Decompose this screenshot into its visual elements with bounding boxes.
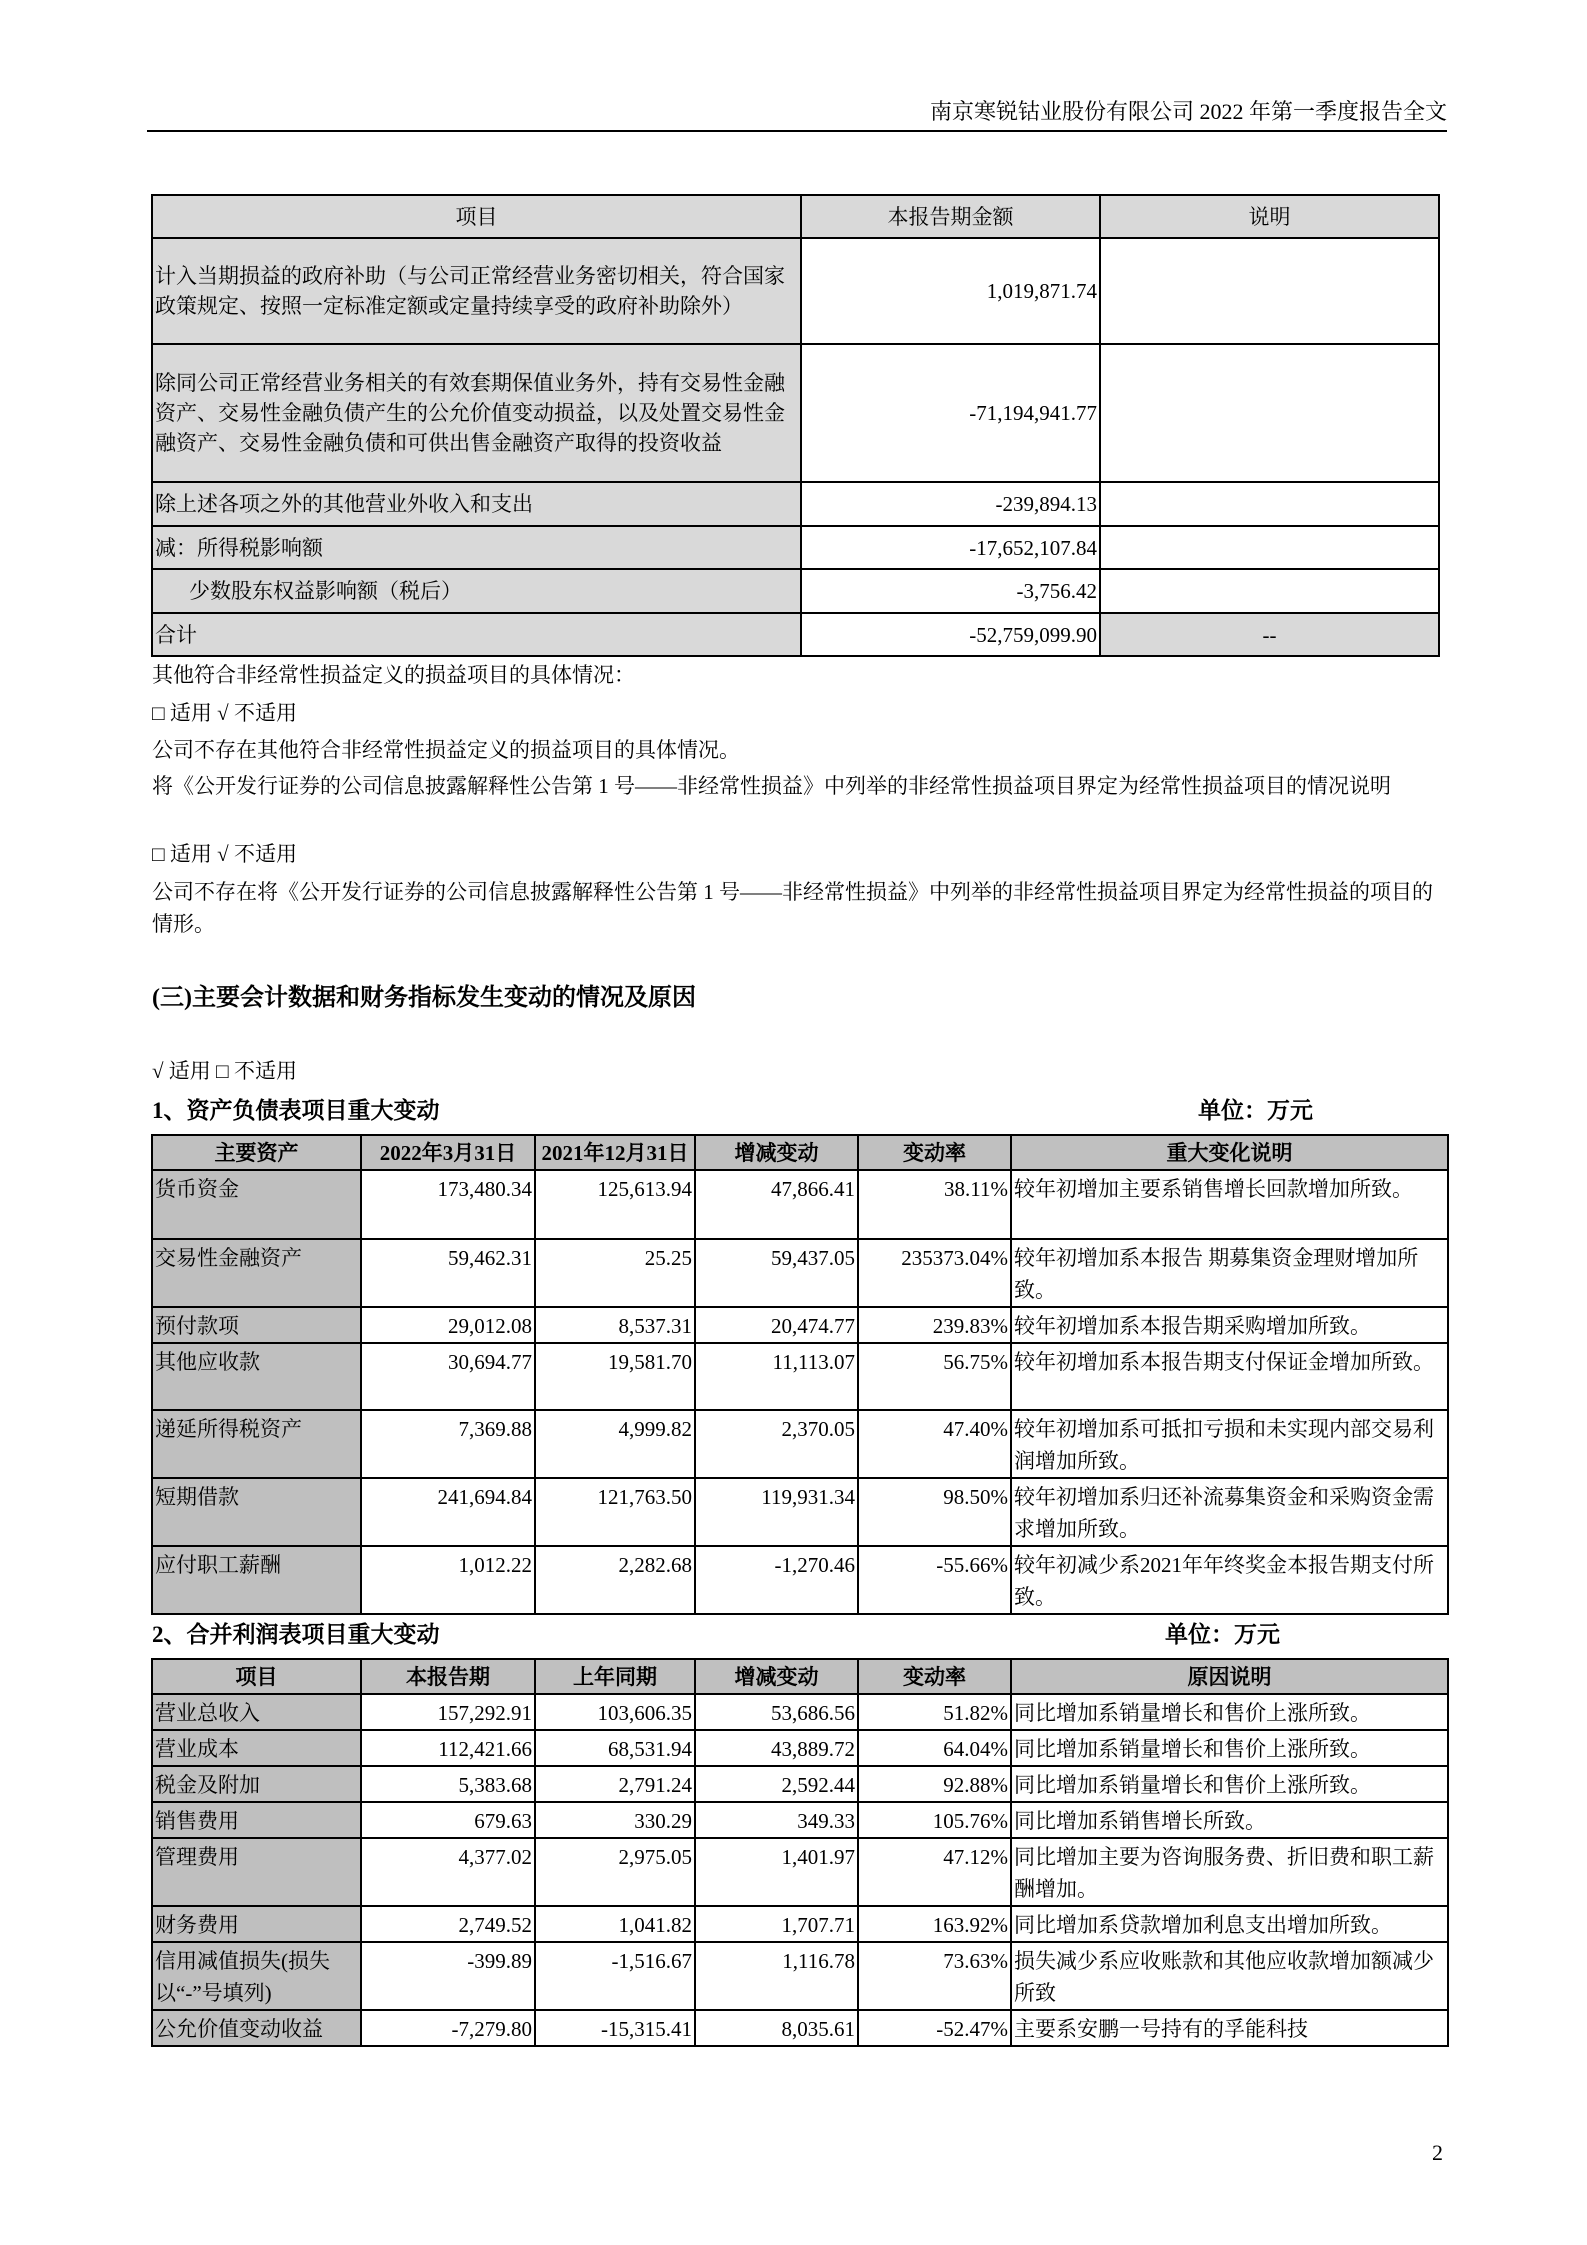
change-cell: 1,707.71 [695, 1906, 858, 1942]
paragraph: 其他符合非经常性损益定义的损益项目的具体情况： [152, 663, 635, 687]
change-cell: 47,866.41 [695, 1170, 858, 1239]
reason-cell: 同比增加系销售增长所致。 [1011, 1802, 1448, 1838]
amount-cell: -239,894.13 [801, 482, 1100, 526]
item-cell: 减：所得税影响额 [152, 526, 801, 569]
value-cell: 25.25 [535, 1239, 695, 1307]
value-cell: 1,041.82 [535, 1906, 695, 1942]
reason-cell: 同比增加系销量增长和售价上涨所致。 [1011, 1766, 1448, 1802]
rate-cell: 98.50% [858, 1478, 1011, 1546]
column-header: 2022年3月31日 [361, 1135, 535, 1170]
amount-cell: -71,194,941.77 [801, 344, 1100, 482]
amount-cell: -52,759,099.90 [801, 613, 1100, 656]
item-cell: 其他应收款 [152, 1343, 361, 1410]
reason-cell: 较年初增加主要系销售增长回款增加所致。 [1011, 1170, 1448, 1239]
value-cell: 121,763.50 [535, 1478, 695, 1546]
column-header: 增减变动 [695, 1659, 858, 1694]
value-cell: 30,694.77 [361, 1343, 535, 1410]
table-row [152, 238, 1439, 344]
change-cell: 349.33 [695, 1802, 858, 1838]
value-cell: 59,462.31 [361, 1239, 535, 1307]
value-cell: 4,999.82 [535, 1410, 695, 1478]
change-cell: 59,437.05 [695, 1239, 858, 1307]
rate-cell: 235373.04% [858, 1239, 1011, 1307]
item-cell: 公允价值变动收益 [152, 2010, 361, 2046]
item-cell: 营业总收入 [152, 1694, 361, 1730]
balance-sheet-changes-table [151, 1134, 1449, 1615]
page-number: 2 [1432, 2140, 1443, 2165]
column-header: 增减变动 [695, 1135, 858, 1170]
applicable-checkbox-line: □ 适用 √ 不适用 [152, 842, 297, 866]
reason-cell: 较年初增加系归还补流募集资金和采购资金需求增加所致。 [1011, 1478, 1448, 1546]
reason-cell: 同比增加系销量增长和售价上涨所致。 [1011, 1730, 1448, 1766]
table-row [152, 1906, 1448, 1942]
table-row [152, 1170, 1448, 1239]
amount-cell: -3,756.42 [801, 569, 1100, 613]
table-row [152, 526, 1439, 569]
rate-cell: 38.11% [858, 1170, 1011, 1239]
reason-cell: 同比增加主要为咨询服务费、折旧费和职工薪酬增加。 [1011, 1838, 1448, 1906]
value-cell: 173,480.34 [361, 1170, 535, 1239]
item-cell: 货币资金 [152, 1170, 361, 1239]
table-row [152, 1838, 1448, 1906]
item-cell: 除同公司正常经营业务相关的有效套期保值业务外，持有交易性金融资产、交易性金融负债产生的公允价值变动损益，以及处置交易性金融资产、交易性金融负债和可供出售金融资产取得的投资收益 [152, 344, 801, 482]
change-cell: -1,270.46 [695, 1546, 858, 1614]
value-cell: 112,421.66 [361, 1730, 535, 1766]
reason-cell: 同比增加系贷款增加利息支出增加所致。 [1011, 1906, 1448, 1942]
applicable-checkbox-line: √ 适用 □ 不适用 [152, 1059, 297, 1083]
value-cell: 2,791.24 [535, 1766, 695, 1802]
table-row [152, 1694, 1448, 1730]
applicable-checkbox-line: □ 适用 √ 不适用 [152, 701, 297, 725]
table-row [152, 1942, 1448, 2010]
value-cell: 1,012.22 [361, 1546, 535, 1614]
rate-cell: 47.40% [858, 1410, 1011, 1478]
column-header: 本报告期 [361, 1659, 535, 1694]
reason-cell: 较年初增加系本报告期采购增加所致。 [1011, 1307, 1448, 1343]
table-row [152, 1478, 1448, 1546]
note-cell [1100, 526, 1439, 569]
note-cell [1100, 569, 1439, 613]
column-header: 项目 [152, 1659, 361, 1694]
item-cell: 管理费用 [152, 1838, 361, 1906]
note-cell [1100, 482, 1439, 526]
table-row [152, 1307, 1448, 1343]
non-recurring-gains-table [151, 194, 1440, 657]
value-cell: 29,012.08 [361, 1307, 535, 1343]
rate-cell: 47.12% [858, 1838, 1011, 1906]
unit-label: 单位：万元 [1165, 1622, 1280, 1647]
rate-cell: -55.66% [858, 1546, 1011, 1614]
table-row [152, 1546, 1448, 1614]
note-cell: -- [1100, 613, 1439, 656]
column-header: 变动率 [858, 1659, 1011, 1694]
rate-cell: 51.82% [858, 1694, 1011, 1730]
subsection-heading: 2、合并利润表项目重大变动 [152, 1622, 440, 1647]
rate-cell: 92.88% [858, 1766, 1011, 1802]
value-cell: -15,315.41 [535, 2010, 695, 2046]
item-cell: 交易性金融资产 [152, 1239, 361, 1307]
table-row [152, 1766, 1448, 1802]
value-cell: 4,377.02 [361, 1838, 535, 1906]
item-cell: 递延所得税资产 [152, 1410, 361, 1478]
value-cell: 241,694.84 [361, 1478, 535, 1546]
reason-cell: 较年初减少系2021年年终奖金本报告期支付所致。 [1011, 1546, 1448, 1614]
table-row [152, 1343, 1448, 1410]
reason-cell: 主要系安鹏一号持有的孚能科技 [1011, 2010, 1448, 2046]
item-cell: 预付款项 [152, 1307, 361, 1343]
table-row [152, 2010, 1448, 2046]
value-cell: 19,581.70 [535, 1343, 695, 1410]
change-cell: 2,370.05 [695, 1410, 858, 1478]
item-cell: 信用减值损失(损失以“-”号填列) [152, 1942, 361, 2010]
rate-cell: 64.04% [858, 1730, 1011, 1766]
value-cell: 125,613.94 [535, 1170, 695, 1239]
value-cell: 2,975.05 [535, 1838, 695, 1906]
value-cell: -7,279.80 [361, 2010, 535, 2046]
change-cell: 11,113.07 [695, 1343, 858, 1410]
value-cell: 5,383.68 [361, 1766, 535, 1802]
change-cell: 1,116.78 [695, 1942, 858, 2010]
header-divider [147, 130, 1447, 132]
rate-cell: -52.47% [858, 2010, 1011, 2046]
rate-cell: 56.75% [858, 1343, 1011, 1410]
note-cell [1100, 344, 1439, 482]
column-header: 本报告期金额 [801, 195, 1100, 238]
value-cell: 679.63 [361, 1802, 535, 1838]
item-cell: 财务费用 [152, 1906, 361, 1942]
reason-cell: 较年初增加系本报告 期募集资金理财增加所致。 [1011, 1239, 1448, 1307]
value-cell: 68,531.94 [535, 1730, 695, 1766]
column-header: 重大变化说明 [1011, 1135, 1448, 1170]
change-cell: 2,592.44 [695, 1766, 858, 1802]
rate-cell: 163.92% [858, 1906, 1011, 1942]
rate-cell: 73.63% [858, 1942, 1011, 2010]
column-header: 说明 [1100, 195, 1439, 238]
value-cell: 330.29 [535, 1802, 695, 1838]
paragraph: 公司不存在将《公开发行证券的公司信息披露解释性公告第 1 号——非经常性损益》中列举的非经常性损益项目界定为经常性损益的项目的情形。 [152, 880, 1433, 936]
amount-cell: 1,019,871.74 [801, 238, 1100, 344]
paragraph: 公司不存在其他符合非经常性损益定义的损益项目的具体情况。 [152, 738, 740, 762]
unit-label: 单位：万元 [1198, 1098, 1313, 1123]
table-row [152, 344, 1439, 482]
value-cell: 7,369.88 [361, 1410, 535, 1478]
table-row [152, 569, 1439, 613]
change-cell: 119,931.34 [695, 1478, 858, 1546]
change-cell: 20,474.77 [695, 1307, 858, 1343]
table-row [152, 1239, 1448, 1307]
value-cell: 103,606.35 [535, 1694, 695, 1730]
table-row [152, 1410, 1448, 1478]
change-cell: 43,889.72 [695, 1730, 858, 1766]
income-statement-changes-table [151, 1658, 1449, 2047]
change-cell: 8,035.61 [695, 2010, 858, 2046]
column-header: 上年同期 [535, 1659, 695, 1694]
section-heading: (三)主要会计数据和财务指标发生变动的情况及原因 [152, 985, 696, 1011]
item-cell: 合计 [152, 613, 801, 656]
value-cell: 2,749.52 [361, 1906, 535, 1942]
item-cell: 税金及附加 [152, 1766, 361, 1802]
column-header: 2021年12月31日 [535, 1135, 695, 1170]
item-cell: 除上述各项之外的其他营业外收入和支出 [152, 482, 801, 526]
value-cell: -1,516.67 [535, 1942, 695, 2010]
table-row [152, 1802, 1448, 1838]
column-header: 变动率 [858, 1135, 1011, 1170]
item-cell: 销售费用 [152, 1802, 361, 1838]
item-cell: 短期借款 [152, 1478, 361, 1546]
rate-cell: 239.83% [858, 1307, 1011, 1343]
table-row [152, 482, 1439, 526]
rate-cell: 105.76% [858, 1802, 1011, 1838]
value-cell: 157,292.91 [361, 1694, 535, 1730]
item-cell: 少数股东权益影响额（税后） [152, 569, 801, 613]
change-cell: 53,686.56 [695, 1694, 858, 1730]
reason-cell: 较年初增加系本报告期支付保证金增加所致。 [1011, 1343, 1448, 1410]
value-cell: 8,537.31 [535, 1307, 695, 1343]
paragraph: 将《公开发行证券的公司信息披露解释性公告第 1 号——非经常性损益》中列举的非经常性损益项目界定为经常性损益项目的情况说明 [152, 774, 1391, 798]
column-header: 项目 [152, 195, 801, 238]
reason-cell: 较年初增加系可抵扣亏损和未实现内部交易利润增加所致。 [1011, 1410, 1448, 1478]
reason-cell: 同比增加系销量增长和售价上涨所致。 [1011, 1694, 1448, 1730]
reason-cell: 损失减少系应收账款和其他应收款增加额减少所致 [1011, 1942, 1448, 2010]
page-header-title: 南京寒锐钴业股份有限公司 2022 年第一季度报告全文 [929, 99, 1447, 124]
note-cell [1100, 238, 1439, 344]
item-cell: 营业成本 [152, 1730, 361, 1766]
value-cell: 2,282.68 [535, 1546, 695, 1614]
item-cell: 计入当期损益的政府补助（与公司正常经营业务密切相关，符合国家政策规定、按照一定标准定额或定量持续享受的政府补助除外） [152, 238, 801, 344]
table-row [152, 1730, 1448, 1766]
item-cell: 应付职工薪酬 [152, 1546, 361, 1614]
table-row [152, 613, 1439, 656]
amount-cell: -17,652,107.84 [801, 526, 1100, 569]
column-header: 主要资产 [152, 1135, 361, 1170]
change-cell: 1,401.97 [695, 1838, 858, 1906]
column-header: 原因说明 [1011, 1659, 1448, 1694]
subsection-heading: 1、资产负债表项目重大变动 [152, 1098, 440, 1123]
value-cell: -399.89 [361, 1942, 535, 2010]
